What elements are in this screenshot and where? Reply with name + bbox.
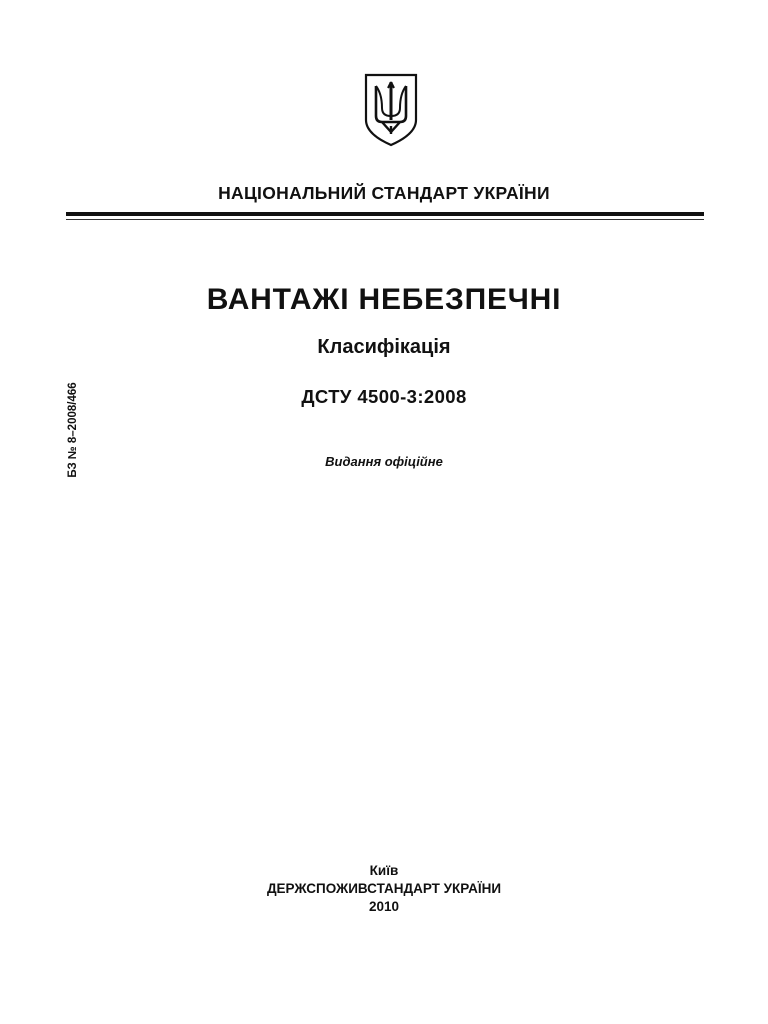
bulletin-side-note-text: БЗ № 8–2008/466 <box>67 382 79 478</box>
publisher-name: ДЕРЖСПОЖИВСТАНДАРТ УКРАЇНИ <box>266 881 502 896</box>
publication-city: Київ <box>369 863 399 878</box>
document-title: ВАНТАЖІ НЕБЕЗПЕЧНІ <box>206 283 562 316</box>
header-divider-thin <box>66 219 704 220</box>
publication-footer <box>0 862 768 916</box>
national-standard-heading: НАЦІОНАЛЬНИЙ СТАНДАРТ УКРАЇНИ <box>218 183 550 203</box>
header-divider-thick <box>66 212 704 216</box>
edition-note: Видання офіційне <box>325 454 443 469</box>
publication-year: 2010 <box>368 899 400 914</box>
trident-coat-of-arms-icon <box>362 72 420 148</box>
document-subtitle: Класифікація <box>317 336 451 358</box>
standard-code: ДСТУ 4500-3:2008 <box>301 386 467 407</box>
